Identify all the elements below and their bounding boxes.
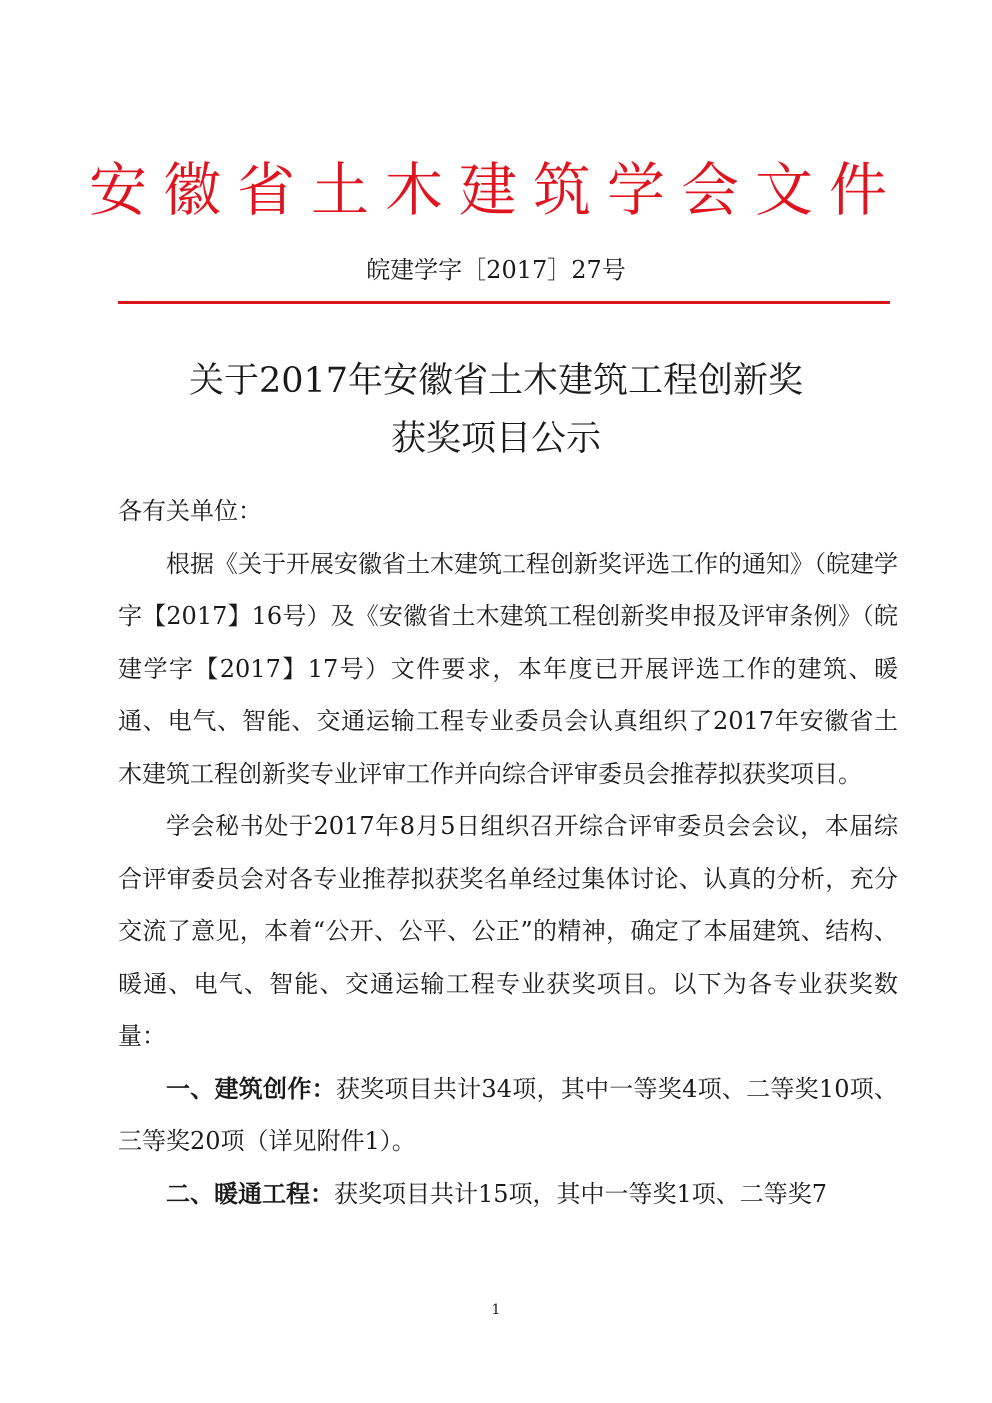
- section-text: 获奖项目共计15项，其中一等奖1项、二等奖7: [334, 1179, 828, 1208]
- salutation: 各有关单位：: [118, 497, 262, 525]
- section-text: 获奖项目共计34项，其中一等奖4项、二等奖10项、三等奖20项（详见附件1）。: [118, 1074, 898, 1155]
- section-heading: 二、暖通工程：: [166, 1179, 334, 1208]
- section-architecture: [118, 1063, 898, 1168]
- notice-title-line-2: 获奖项目公示: [390, 419, 601, 459]
- document-body: [118, 485, 898, 1220]
- notice-title: [0, 352, 992, 468]
- document-number: 皖建学字［2017］27号: [366, 256, 626, 284]
- page-number: 1: [491, 1302, 501, 1318]
- red-divider-line: [118, 301, 890, 304]
- document-header-title: 安徽省土木建筑学会文件: [88, 156, 903, 224]
- notice-title-line-1: 关于2017年安徽省土木建筑工程创新奖: [188, 361, 804, 401]
- section-heading: 一、建筑创作：: [166, 1074, 336, 1103]
- section-hvac: [118, 1168, 898, 1221]
- paragraph-2: 学会秘书处于2017年8月5日组织召开综合评审委员会会议，本届综合评审委员会对各专业推荐拟获奖名单经过集体讨论、认真的分析，充分交流了意见，本着“公开、公平、公正”的精神，确定了本届建筑、结构、暖通、电气、智能、交通运输工程专业获奖项目。以下为各专业获奖数量：: [118, 812, 898, 1050]
- paragraph-1: 根据《关于开展安徽省土木建筑工程创新奖评选工作的通知》（皖建学字【2017】16号）及《安徽省土木建筑工程创新奖申报及评审条例》（皖建学字【2017】17号）文件要求，本年度已开展评选工作的建筑、暖通、电气、智能、交通运输工程专业委员会认真组织了2017年安徽省土木建筑工程创新奖专业评审工作并向综合评审委员会推荐拟获奖项目。: [118, 549, 898, 788]
